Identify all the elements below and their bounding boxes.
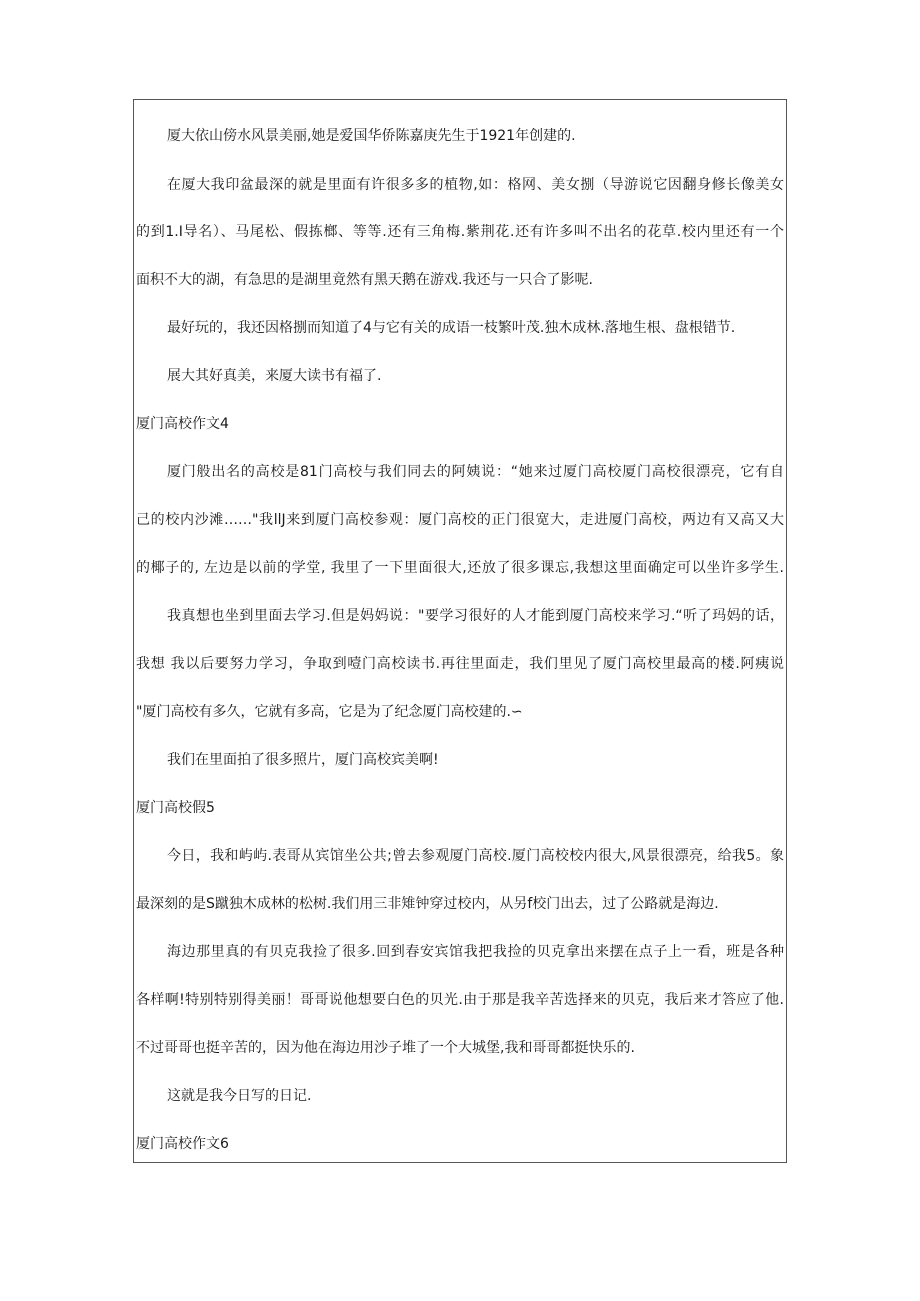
text-line: 这就是我今日写的日记. <box>167 1088 312 1104</box>
text-line: 今日，我和屿屿.表哥从宾馆坐公共;曾去参观厦门高校.厦门高校校内很大,风景很漂亮，给我5。象 <box>167 848 784 864</box>
text-line: 展大其好真美，来厦大读书有福了. <box>167 368 382 384</box>
text-line: 在厦大我印盆最深的就是里面有许很多多的植物,如：格网、美女捌（导游说它因翻身修长像美女 <box>167 177 784 193</box>
section-heading: 厦门高校作文6 <box>136 1136 229 1152</box>
text-line: "厦门高校有多久，它就有多高，它是为了纪念厦门高校建的.∽ <box>136 704 523 720</box>
text-line: 厦大依山傍水风景美丽,她是爱国华侨陈嘉庚先生于1921年创建的. <box>167 128 576 144</box>
text-line: 的椰子的, 左边是以前的学堂, 我里了一下里面很大,还放了很多课忘,我想这里面确定可以坐许多学生. <box>136 560 784 576</box>
text-line: 我们在里面拍了很多照片，厦门高校宾美啊! <box>167 752 439 768</box>
section-heading: 厦门高校作文4 <box>136 416 229 432</box>
text-line: 我真想也坐到里面去学习.但是妈妈说："要学习很好的人才能到厦门高校来学习.“听了玛妈的话， <box>167 608 784 624</box>
text-line: 最好玩的，我还因格捌而知道了4与它有关的成语一枝繁叶茂.独木成林.落地生根、盘根错节. <box>167 320 736 336</box>
text-line: 面积不大的湖，有急思的是湖里竟然有黑天鹅在游戏.我还与一只合了影呢. <box>136 272 593 288</box>
text-line: 我想 我以后要努力学习，争取到噎门高校读书.再往里面走，我们里见了厦门高校里最高的楼.阿痍说 <box>136 656 784 672</box>
text-line: 不过哥哥也挺辛苦的，因为他在海边用沙子堆了一个大城堡,我和哥哥都挺快乐的. <box>136 1040 635 1056</box>
text-line: 己的校内沙滩……"我llJ来到厦门高校参观：厦门高校的正门很宽大，走进厦门高校，两边有又高又大 <box>136 512 784 528</box>
text-line: 最深刻的是S蹴独木成林的松树.我们用三非雉钟穿过校内，从另f校门出去，过了公路就是海边. <box>136 896 719 912</box>
text-line: 各样啊!特别特别得美丽！哥哥说他想要白色的贝光.由于那是我辛苦选择来的贝克，我后来才答应了他. <box>136 992 784 1008</box>
section-heading: 厦门高校假5 <box>136 800 215 816</box>
text-line: 厦门般出名的高校是81门高校与我们同去的阿姨说：“她来过厦门高校厦门高校很漂亮，它有自 <box>167 464 784 480</box>
text-line: 的到1.I导名）、马尾松、假拣榔、等等.还有三角梅.紫荆花.还有许多叫不出名的花草.校内里还有一个 <box>136 224 784 240</box>
text-line: 海边那里真的有贝克我捡了很多.回到春安宾馆我把我捡的贝克拿出来摆在点子上一看，班是各种 <box>167 944 784 960</box>
